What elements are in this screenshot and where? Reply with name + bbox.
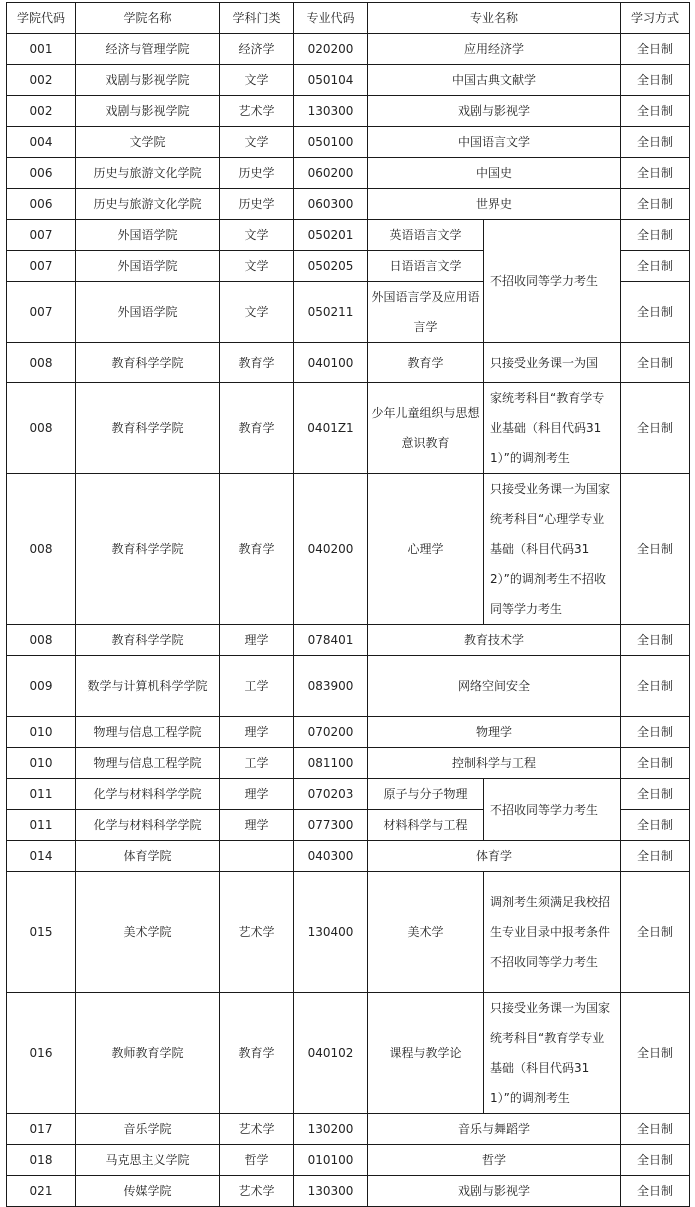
category-cell: 历史学	[220, 189, 294, 220]
study-mode-cell: 全日制	[621, 810, 690, 841]
major-code-cell: 060200	[294, 158, 368, 189]
category-cell: 教育学	[220, 993, 294, 1114]
major-name-cell: 材料科学与工程	[368, 810, 484, 841]
category-cell: 文学	[220, 65, 294, 96]
category-cell: 工学	[220, 656, 294, 717]
school-name-cell: 化学与材料科学学院	[76, 810, 220, 841]
header-study-mode: 学习方式	[621, 3, 690, 34]
study-mode-cell: 全日制	[621, 65, 690, 96]
school-code-cell: 010	[7, 717, 76, 748]
major-code-cell: 050211	[294, 282, 368, 343]
major-code-cell: 060300	[294, 189, 368, 220]
major-name-cell: 哲学	[368, 1145, 621, 1176]
major-code-cell: 050100	[294, 127, 368, 158]
note-cell: 只接受业务课一为国家统考科目“心理学专业基础（科目代码312）”的调剂考生不招收同等学力考生	[484, 474, 621, 625]
study-mode-cell: 全日制	[621, 717, 690, 748]
table-row	[7, 158, 690, 189]
study-mode-cell: 全日制	[621, 779, 690, 810]
study-mode-cell: 全日制	[621, 96, 690, 127]
school-code-cell: 008	[7, 474, 76, 625]
school-name-cell: 外国语学院	[76, 220, 220, 251]
school-code-cell: 006	[7, 158, 76, 189]
major-name-cell: 少年儿童组织与思想意识教育	[368, 383, 484, 474]
table-row	[7, 841, 690, 872]
category-cell: 文学	[220, 220, 294, 251]
category-cell: 教育学	[220, 474, 294, 625]
school-name-cell: 历史与旅游文化学院	[76, 158, 220, 189]
school-code-cell: 007	[7, 282, 76, 343]
school-code-cell: 011	[7, 810, 76, 841]
major-name-cell: 外国语言学及应用语言学	[368, 282, 484, 343]
school-code-cell: 016	[7, 993, 76, 1114]
header-category: 学科门类	[220, 3, 294, 34]
study-mode-cell: 全日制	[621, 656, 690, 717]
major-name-cell: 应用经济学	[368, 34, 621, 65]
major-name-cell: 原子与分子物理	[368, 779, 484, 810]
school-code-cell: 007	[7, 251, 76, 282]
table-row	[7, 1114, 690, 1145]
major-code-cell: 050201	[294, 220, 368, 251]
table-row	[7, 127, 690, 158]
study-mode-cell: 全日制	[621, 34, 690, 65]
school-name-cell: 戏剧与影视学院	[76, 65, 220, 96]
school-name-cell: 文学院	[76, 127, 220, 158]
study-mode-cell: 全日制	[621, 282, 690, 343]
study-mode-cell: 全日制	[621, 993, 690, 1114]
major-name-cell: 中国语言文学	[368, 127, 621, 158]
school-code-cell: 018	[7, 1145, 76, 1176]
school-name-cell: 音乐学院	[76, 1114, 220, 1145]
school-name-cell: 物理与信息工程学院	[76, 748, 220, 779]
major-name-cell: 物理学	[368, 717, 621, 748]
major-name-cell: 戏剧与影视学	[368, 96, 621, 127]
school-name-cell: 传媒学院	[76, 1176, 220, 1207]
major-name-cell: 网络空间安全	[368, 656, 621, 717]
category-cell: 文学	[220, 282, 294, 343]
table-row	[7, 748, 690, 779]
school-name-cell: 教育科学学院	[76, 383, 220, 474]
school-code-cell: 014	[7, 841, 76, 872]
table-row	[7, 383, 690, 474]
major-code-cell: 040100	[294, 343, 368, 383]
table-row	[7, 625, 690, 656]
major-code-cell: 0401Z1	[294, 383, 368, 474]
school-name-cell: 历史与旅游文化学院	[76, 189, 220, 220]
school-name-cell: 教师教育学院	[76, 993, 220, 1114]
school-code-cell: 002	[7, 65, 76, 96]
category-cell: 历史学	[220, 158, 294, 189]
school-code-cell: 011	[7, 779, 76, 810]
note-cell: 家统考科目“教育学专业基础（科目代码311）”的调剂考生	[484, 383, 621, 474]
table-row	[7, 717, 690, 748]
major-code-cell: 070200	[294, 717, 368, 748]
category-cell: 艺术学	[220, 1176, 294, 1207]
note-cell: 只接受业务课一为国家统考科目“教育学专业基础（科目代码311）”的调剂考生	[484, 993, 621, 1114]
school-name-cell: 教育科学学院	[76, 343, 220, 383]
school-code-cell: 004	[7, 127, 76, 158]
majors-table	[6, 2, 690, 1207]
school-name-cell: 化学与材料科学学院	[76, 779, 220, 810]
major-name-cell: 中国史	[368, 158, 621, 189]
header-major-code: 专业代码	[294, 3, 368, 34]
study-mode-cell: 全日制	[621, 474, 690, 625]
school-code-cell: 015	[7, 872, 76, 993]
school-name-cell: 物理与信息工程学院	[76, 717, 220, 748]
table-row	[7, 1176, 690, 1207]
major-name-cell: 中国古典文献学	[368, 65, 621, 96]
note-cell: 不招收同等学力考生	[484, 220, 621, 343]
school-code-cell: 008	[7, 625, 76, 656]
major-code-cell: 130300	[294, 1176, 368, 1207]
major-code-cell: 130300	[294, 96, 368, 127]
header-school-name: 学院名称	[76, 3, 220, 34]
school-code-cell: 021	[7, 1176, 76, 1207]
table-row	[7, 65, 690, 96]
school-name-cell: 经济与管理学院	[76, 34, 220, 65]
note-cell: 不招收同等学力考生	[484, 779, 621, 841]
major-code-cell: 020200	[294, 34, 368, 65]
school-code-cell: 002	[7, 96, 76, 127]
study-mode-cell: 全日制	[621, 872, 690, 993]
major-name-cell: 心理学	[368, 474, 484, 625]
category-cell: 艺术学	[220, 96, 294, 127]
category-cell: 教育学	[220, 343, 294, 383]
study-mode-cell: 全日制	[621, 841, 690, 872]
category-cell: 经济学	[220, 34, 294, 65]
major-code-cell: 130200	[294, 1114, 368, 1145]
major-code-cell: 077300	[294, 810, 368, 841]
school-code-cell: 007	[7, 220, 76, 251]
school-name-cell: 外国语学院	[76, 251, 220, 282]
category-cell: 理学	[220, 810, 294, 841]
category-cell: 理学	[220, 717, 294, 748]
study-mode-cell: 全日制	[621, 383, 690, 474]
major-code-cell: 081100	[294, 748, 368, 779]
study-mode-cell: 全日制	[621, 127, 690, 158]
major-name-cell: 美术学	[368, 872, 484, 993]
table-row	[7, 34, 690, 65]
category-cell: 艺术学	[220, 1114, 294, 1145]
category-cell	[220, 841, 294, 872]
study-mode-cell: 全日制	[621, 251, 690, 282]
major-name-cell: 控制科学与工程	[368, 748, 621, 779]
table-row	[7, 1145, 690, 1176]
major-name-cell: 教育学	[368, 343, 484, 383]
table-row	[7, 872, 690, 993]
category-cell: 艺术学	[220, 872, 294, 993]
header-school-code: 学院代码	[7, 3, 76, 34]
school-name-cell: 美术学院	[76, 872, 220, 993]
category-cell: 哲学	[220, 1145, 294, 1176]
category-cell: 教育学	[220, 383, 294, 474]
study-mode-cell: 全日制	[621, 748, 690, 779]
table-row	[7, 779, 690, 810]
study-mode-cell: 全日制	[621, 220, 690, 251]
category-cell: 文学	[220, 127, 294, 158]
major-code-cell: 078401	[294, 625, 368, 656]
category-cell: 理学	[220, 625, 294, 656]
major-name-cell: 体育学	[368, 841, 621, 872]
table-row	[7, 220, 690, 251]
major-name-cell: 世界史	[368, 189, 621, 220]
school-name-cell: 体育学院	[76, 841, 220, 872]
school-name-cell: 教育科学学院	[76, 625, 220, 656]
major-code-cell: 050205	[294, 251, 368, 282]
major-code-cell: 010100	[294, 1145, 368, 1176]
table-row	[7, 96, 690, 127]
school-name-cell: 教育科学学院	[76, 474, 220, 625]
school-code-cell: 008	[7, 383, 76, 474]
school-code-cell: 017	[7, 1114, 76, 1145]
study-mode-cell: 全日制	[621, 1176, 690, 1207]
note-cell: 调剂考生须满足我校招生专业目录中报考条件不招收同等学力考生	[484, 872, 621, 993]
study-mode-cell: 全日制	[621, 1114, 690, 1145]
major-name-cell: 日语语言文学	[368, 251, 484, 282]
school-name-cell: 数学与计算机科学学院	[76, 656, 220, 717]
category-cell: 文学	[220, 251, 294, 282]
major-name-cell: 教育技术学	[368, 625, 621, 656]
major-code-cell: 040200	[294, 474, 368, 625]
table-row	[7, 474, 690, 625]
category-cell: 理学	[220, 779, 294, 810]
table-row	[7, 656, 690, 717]
major-name-cell: 音乐与舞蹈学	[368, 1114, 621, 1145]
table-row	[7, 189, 690, 220]
header-row	[7, 3, 690, 34]
category-cell: 工学	[220, 748, 294, 779]
school-name-cell: 外国语学院	[76, 282, 220, 343]
school-name-cell: 戏剧与影视学院	[76, 96, 220, 127]
study-mode-cell: 全日制	[621, 343, 690, 383]
study-mode-cell: 全日制	[621, 1145, 690, 1176]
major-name-cell: 课程与教学论	[368, 993, 484, 1114]
school-code-cell: 001	[7, 34, 76, 65]
major-code-cell: 050104	[294, 65, 368, 96]
school-code-cell: 006	[7, 189, 76, 220]
header-major-name: 专业名称	[368, 3, 621, 34]
table-row	[7, 343, 690, 383]
major-code-cell: 070203	[294, 779, 368, 810]
major-name-cell: 英语语言文学	[368, 220, 484, 251]
major-code-cell: 083900	[294, 656, 368, 717]
major-code-cell: 130400	[294, 872, 368, 993]
table-row	[7, 993, 690, 1114]
study-mode-cell: 全日制	[621, 158, 690, 189]
school-name-cell: 马克思主义学院	[76, 1145, 220, 1176]
school-code-cell: 010	[7, 748, 76, 779]
school-code-cell: 009	[7, 656, 76, 717]
school-code-cell: 008	[7, 343, 76, 383]
study-mode-cell: 全日制	[621, 625, 690, 656]
major-code-cell: 040102	[294, 993, 368, 1114]
study-mode-cell: 全日制	[621, 189, 690, 220]
note-cell: 只接受业务课一为国	[484, 343, 621, 383]
major-name-cell: 戏剧与影视学	[368, 1176, 621, 1207]
major-code-cell: 040300	[294, 841, 368, 872]
